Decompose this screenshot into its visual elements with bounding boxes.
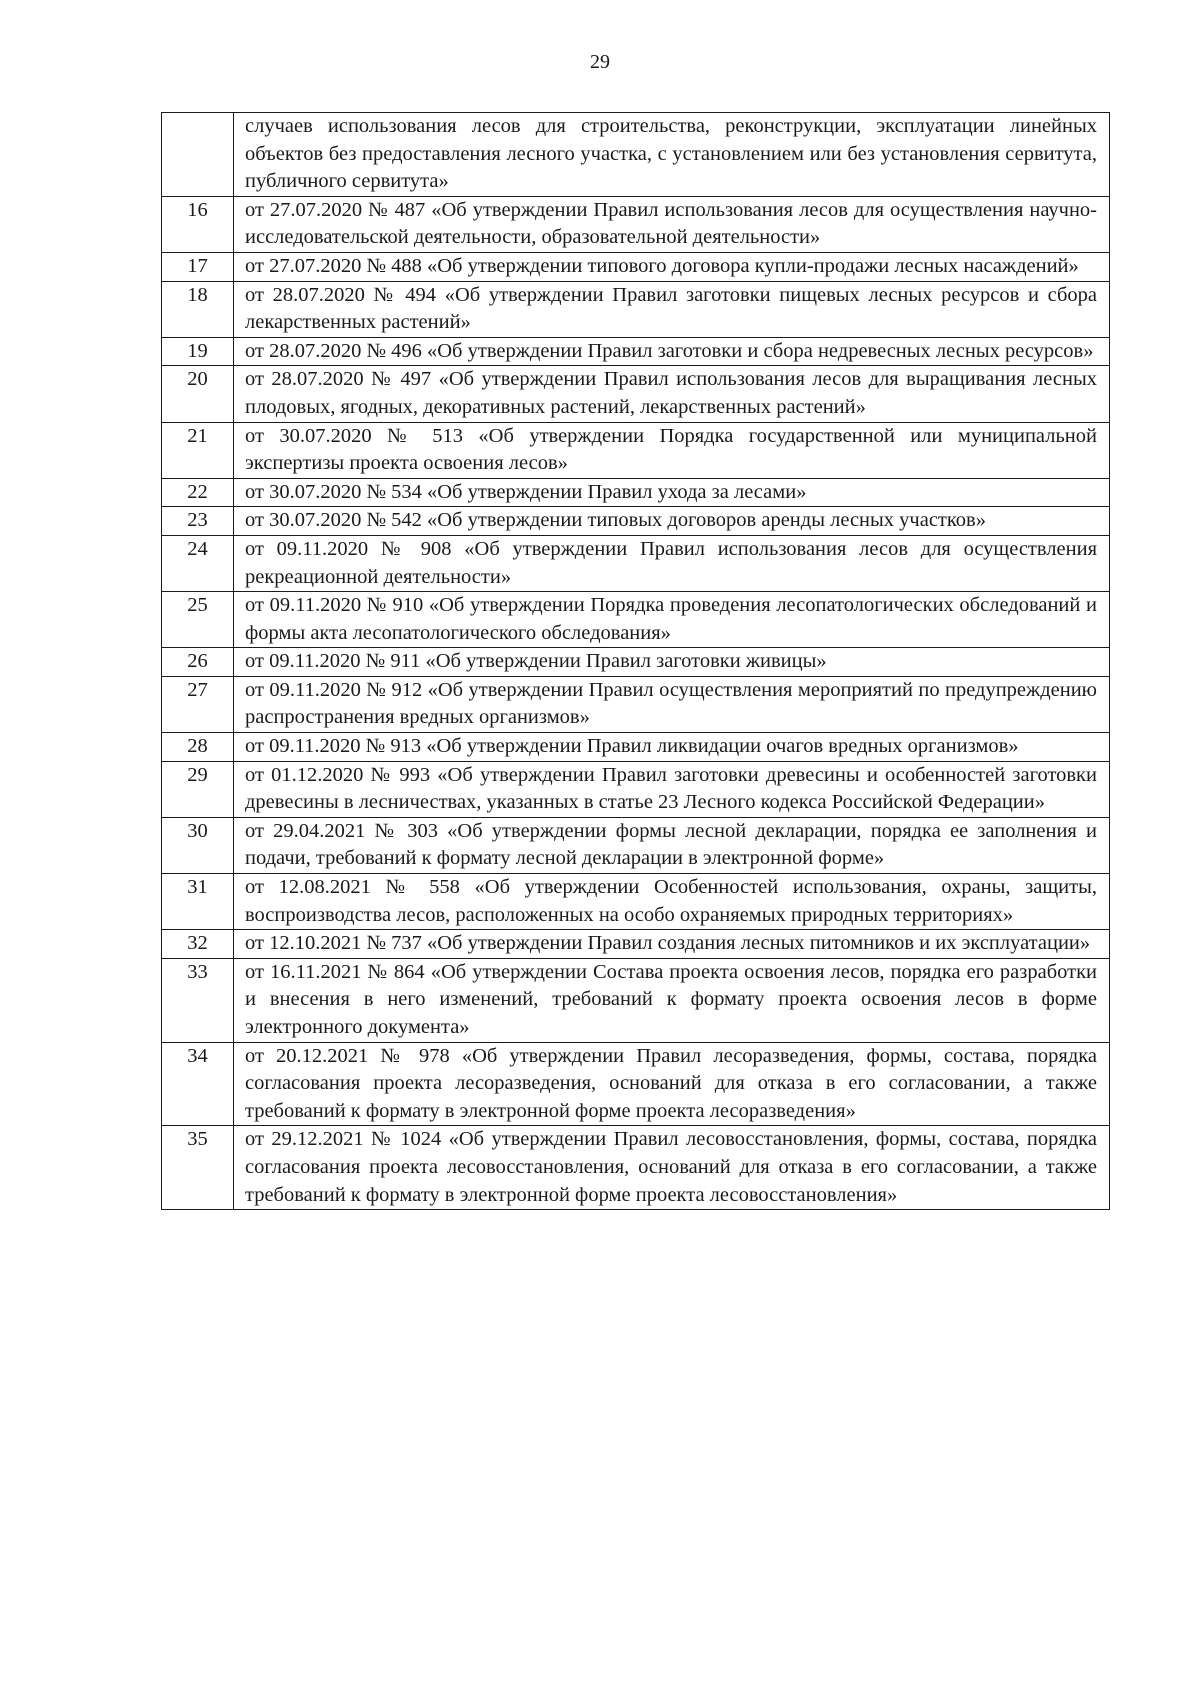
row-text: от 30.07.2020 № 534 «Об утверждении Правил ухода за лесами»: [234, 478, 1110, 507]
row-number: 35: [162, 1126, 234, 1210]
table-row: [162, 733, 1110, 762]
row-text: от 09.11.2020 № 910 «Об утверждении Порядка проведения лесопатологических обследований и формы акта лесопатологического обследования»: [234, 592, 1110, 648]
page-number: 29: [590, 51, 610, 73]
row-text: от 09.11.2020 № 912 «Об утверждении Правил осуществления мероприятий по предупреждению распространения вредных организмов»: [234, 676, 1110, 732]
row-number: 19: [162, 337, 234, 366]
row-text: от 09.11.2020 № 911 «Об утверждении Правил заготовки живицы»: [234, 648, 1110, 677]
row-number: 16: [162, 196, 234, 252]
table-row: [162, 507, 1110, 536]
row-text: от 12.10.2021 № 737 «Об утверждении Правил создания лесных питомников и их эксплуатации»: [234, 930, 1110, 959]
table-row: [162, 281, 1110, 337]
row-number: 30: [162, 817, 234, 873]
row-number: 28: [162, 733, 234, 762]
table-row: [162, 676, 1110, 732]
row-text: от 01.12.2020 № 993 «Об утверждении Правил заготовки древесины и особенностей заготовки древесины в лесничествах, указанных в статье 23 Лесного кодекса Российской Федерации»: [234, 761, 1110, 817]
row-number: 34: [162, 1042, 234, 1126]
table-row: [162, 1126, 1110, 1210]
table-row: [162, 478, 1110, 507]
row-number: 31: [162, 874, 234, 930]
row-text: от 09.11.2020 № 908 «Об утверждении Правил использования лесов для осуществления рекреационной деятельности»: [234, 535, 1110, 591]
row-number: 29: [162, 761, 234, 817]
table-row: [162, 592, 1110, 648]
table-row: [162, 113, 1110, 197]
row-number: 33: [162, 958, 234, 1042]
regulations-table: [161, 112, 1110, 1210]
row-text: от 30.07.2020 № 542 «Об утверждении типовых договоров аренды лесных участков»: [234, 507, 1110, 536]
table-row: [162, 535, 1110, 591]
row-text: от 28.07.2020 № 497 «Об утверждении Правил использования лесов для выращивания лесных плодовых, ягодных, декоративных растений, лекарственных растений»: [234, 366, 1110, 422]
table-row: [162, 337, 1110, 366]
row-text: от 27.07.2020 № 487 «Об утверждении Правил использования лесов для осуществления научно-исследовательской деятельности, образовательной деятельности»: [234, 196, 1110, 252]
row-number: [162, 113, 234, 197]
table-row: [162, 422, 1110, 478]
table-row: [162, 366, 1110, 422]
row-number: 25: [162, 592, 234, 648]
row-number: 24: [162, 535, 234, 591]
row-text: от 27.07.2020 № 488 «Об утверждении типового договора купли-продажи лесных насаждений»: [234, 252, 1110, 281]
row-number: 22: [162, 478, 234, 507]
table-row: [162, 196, 1110, 252]
row-text: от 28.07.2020 № 496 «Об утверждении Правил заготовки и сбора недревесных лесных ресурсов»: [234, 337, 1110, 366]
table-row: [162, 930, 1110, 959]
row-text: от 30.07.2020 № 513 «Об утверждении Порядка государственной или муниципальной экспертизы проекта освоения лесов»: [234, 422, 1110, 478]
row-number: 23: [162, 507, 234, 536]
row-text: от 12.08.2021 № 558 «Об утверждении Особенностей использования, охраны, защиты, воспроизводства лесов, расположенных на особо охраняемых природных территориях»: [234, 874, 1110, 930]
table-row: [162, 761, 1110, 817]
table-row: [162, 958, 1110, 1042]
row-text: от 16.11.2021 № 864 «Об утверждении Состава проекта освоения лесов, порядка его разработки и внесения в него изменений, требований к формату проекта освоения лесов в форме электронного документа»: [234, 958, 1110, 1042]
row-number: 20: [162, 366, 234, 422]
row-text: от 29.04.2021 № 303 «Об утверждении формы лесной декларации, порядка ее заполнения и подачи, требований к формату лесной декларации в электронной форме»: [234, 817, 1110, 873]
row-number: 17: [162, 252, 234, 281]
table-row: [162, 1042, 1110, 1126]
row-text: от 20.12.2021 № 978 «Об утверждении Правил лесоразведения, формы, состава, порядка согласования проекта лесоразведения, оснований для отказа в его согласовании, а также требований к формату в электронной форме проекта лесоразведения»: [234, 1042, 1110, 1126]
table-row: [162, 874, 1110, 930]
row-text: от 09.11.2020 № 913 «Об утверждении Правил ликвидации очагов вредных организмов»: [234, 733, 1110, 762]
table-row: [162, 817, 1110, 873]
row-number: 32: [162, 930, 234, 959]
row-number: 27: [162, 676, 234, 732]
table-row: [162, 648, 1110, 677]
row-text: от 29.12.2021 № 1024 «Об утверждении Правил лесовосстановления, формы, состава, порядка согласования проекта лесовосстановления, оснований для отказа в его согласовании, а также требований к формату в электронной форме проекта лесовосстановления»: [234, 1126, 1110, 1210]
table-row: [162, 252, 1110, 281]
row-text: от 28.07.2020 № 494 «Об утверждении Правил заготовки пищевых лесных ресурсов и сбора лекарственных растений»: [234, 281, 1110, 337]
row-number: 18: [162, 281, 234, 337]
row-number: 26: [162, 648, 234, 677]
row-text: случаев использования лесов для строительства, реконструкции, эксплуатации линейных объектов без предоставления лесного участка, с установлением или без установления сервитута, публичного сервитута»: [234, 113, 1110, 197]
regulations-table-body: [162, 113, 1110, 1210]
row-number: 21: [162, 422, 234, 478]
